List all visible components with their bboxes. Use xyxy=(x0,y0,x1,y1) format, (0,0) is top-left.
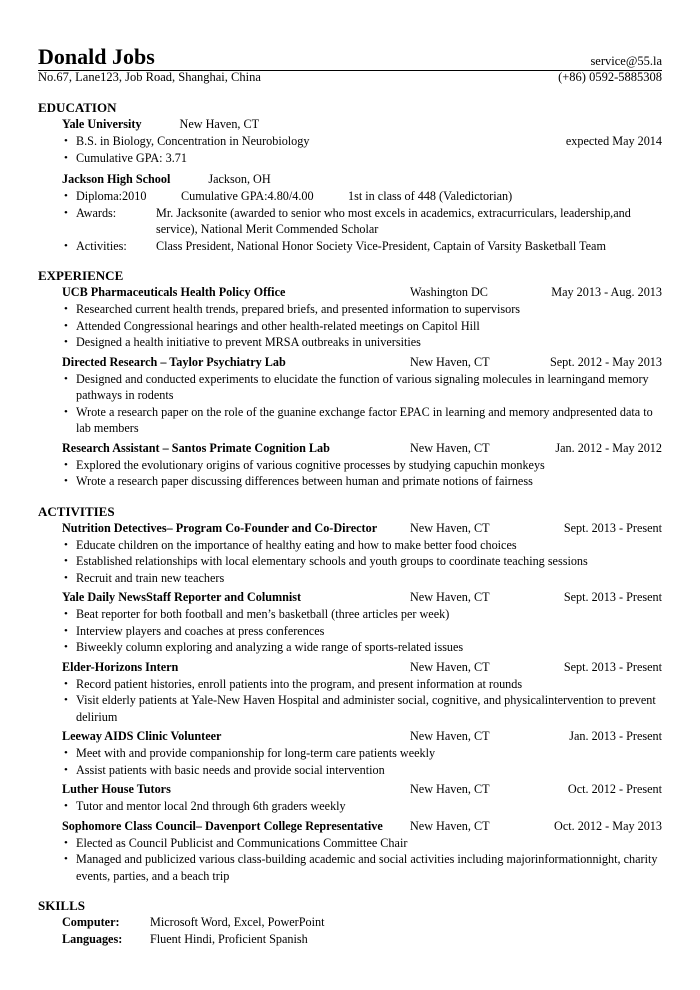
bullet-icon: • xyxy=(64,608,68,620)
entry-location: New Haven, CT xyxy=(410,354,490,369)
bullet-icon: • xyxy=(64,624,68,637)
bullet-icon: • xyxy=(64,303,68,315)
education-entry-yale xyxy=(62,116,662,166)
bullet-text: Visit elderly patients at Yale-New Haven Hospital and administer social, cognitive, and physicalintervention to prevent delirium xyxy=(76,693,656,724)
entry-title: Luther House Tutors xyxy=(62,782,171,796)
entry-date: Sept. 2013 - Present xyxy=(563,659,662,674)
bullet-list xyxy=(62,457,662,490)
resume-content xyxy=(38,100,662,956)
bullet-icon: • xyxy=(64,336,68,348)
skills-title: SKILLS xyxy=(38,898,85,913)
school-name: Jackson High School xyxy=(62,172,171,186)
bullet-text: Assist patients with basic needs and provide social intervention xyxy=(76,762,385,777)
bullet-list xyxy=(62,676,662,726)
bullet-icon: • xyxy=(64,555,68,567)
entry-title: Nutrition Detectives– Program Co-Founder and Co-Director xyxy=(62,520,378,535)
bullet-text: Recruit and train new teachers xyxy=(76,570,225,585)
awards-text: Mr. Jacksonite (awarded to senior who most excels in academics, extracurriculars, leadership,and service), National Merit Commended Scholar xyxy=(156,205,631,236)
name-row xyxy=(38,42,662,71)
languages-label: Languages: xyxy=(62,932,123,946)
bullet-icon: • xyxy=(64,836,68,849)
bullet-text: Record patient histories, enroll patients into the program, and present information at rounds xyxy=(76,676,523,691)
activity-entry xyxy=(62,728,662,778)
list-item xyxy=(62,623,662,640)
bullet-text: Designed a health initiative to prevent MRSA outbreaks in universities xyxy=(76,335,421,349)
entry-head xyxy=(62,354,662,371)
bullet-icon: • xyxy=(64,475,68,487)
list-item xyxy=(62,553,662,570)
list-item xyxy=(62,676,662,693)
list-item xyxy=(62,188,662,205)
skills-row-languages xyxy=(62,931,662,948)
activities-section xyxy=(38,504,662,885)
school-location: New Haven, CT xyxy=(179,117,260,131)
activities-title: ACTIVITIES xyxy=(38,503,115,519)
entry-title: Leeway AIDS Clinic Volunteer xyxy=(62,729,222,743)
bullet-text: Interview players and coaches at press conferences xyxy=(76,623,325,638)
list-item xyxy=(62,692,662,725)
entry-head xyxy=(62,284,662,301)
entry-location: New Haven, CT xyxy=(410,782,490,796)
entry-head xyxy=(62,171,662,188)
bullet-text: Educate children on the importance of healthy eating and how to make better food choices xyxy=(76,537,517,552)
education-title: EDUCATION xyxy=(38,100,117,115)
awards-label: Awards: xyxy=(76,205,117,220)
hs-gpa: Cumulative GPA:4.80/4.00 xyxy=(181,189,314,203)
experience-entry xyxy=(62,354,662,437)
bullet-list xyxy=(62,133,662,166)
bullet-icon: • xyxy=(64,206,68,219)
entry-date: Jan. 2012 - May 2012 xyxy=(555,440,662,455)
bullet-icon: • xyxy=(64,747,68,759)
bullet-text: Beat reporter for both football and men’s basketball (three articles per week) xyxy=(76,607,450,621)
list-item xyxy=(62,457,662,474)
bullet-list xyxy=(62,537,662,587)
class-rank: 1st in class of 448 (Valedictorian) xyxy=(348,189,513,203)
address-row xyxy=(38,70,662,85)
entry-title: Sophomore Class Council– Davenport College Representative xyxy=(62,818,383,833)
entry-title: Directed Research – Taylor Psychiatry Lab xyxy=(62,354,286,369)
bullet-icon: • xyxy=(64,372,68,385)
expected-date: expected May 2014 xyxy=(565,134,662,148)
school-location: Jackson, OH xyxy=(208,172,271,186)
bullet-icon: • xyxy=(64,405,68,418)
list-item xyxy=(62,851,662,884)
entry-location: New Haven, CT xyxy=(410,590,490,604)
bullet-icon: • xyxy=(64,571,68,584)
education-entry-jackson xyxy=(62,171,662,254)
education-section xyxy=(38,100,662,254)
list-item xyxy=(62,835,662,852)
bullet-list xyxy=(62,188,662,254)
entry-head xyxy=(62,728,662,745)
list-item xyxy=(62,318,662,335)
degree: B.S. in Biology, Concentration in Neurobiology xyxy=(76,134,310,148)
bullet-text: Attended Congressional hearings and other health-related meetings on Capitol Hill xyxy=(76,318,480,333)
bullet-text: Biweekly column exploring and analyzing a wide range of sports-related issues xyxy=(76,640,464,654)
bullet-icon: • xyxy=(64,677,68,690)
list-item xyxy=(62,404,662,437)
computer-skills: Microsoft Word, Excel, PowerPoint xyxy=(150,915,325,929)
bullet-text: Managed and publicized various class-building academic and social activities including majorinformationnight, charity events, parties, and a beach trip xyxy=(76,852,658,883)
bullet-text: Explored the evolutionary origins of various cognitive processes by studying capuchin monkeys xyxy=(76,457,545,472)
list-item xyxy=(62,639,662,656)
list-item xyxy=(62,133,662,150)
bullet-text: Meet with and provide companionship for long-term care patients weekly xyxy=(76,746,436,760)
entry-date: Sept. 2012 - May 2013 xyxy=(549,354,662,369)
entry-location: New Haven, CT xyxy=(410,729,490,743)
skills-section xyxy=(38,898,662,948)
entry-date: Jan. 2013 - Present xyxy=(569,729,662,743)
entry-head xyxy=(62,440,662,457)
address: No.67, Lane123, Job Road, Shanghai, China xyxy=(38,70,261,84)
skills-row-computer xyxy=(62,914,662,931)
bullet-text: Established relationships with local elementary schools and youth groups to coordinate teaching sessions xyxy=(76,554,588,568)
entry-date: Oct. 2012 - Present xyxy=(567,782,662,796)
experience-title: EXPERIENCE xyxy=(38,268,124,283)
bullet-list xyxy=(62,745,662,778)
bullet-icon: • xyxy=(64,190,68,202)
bullet-icon: • xyxy=(64,763,68,776)
bullet-list xyxy=(62,606,662,656)
list-item xyxy=(62,371,662,404)
bullet-text: Wrote a research paper on the role of the guanine exchange factor EPAC in learning and memory andpresented data to lab members xyxy=(76,404,653,435)
entry-head xyxy=(62,781,662,798)
entry-location: New Haven, CT xyxy=(410,520,490,535)
bullet-icon: • xyxy=(64,135,68,147)
entry-location: New Haven, CT xyxy=(410,659,490,674)
list-item xyxy=(62,537,662,554)
entry-date: Oct. 2012 - May 2013 xyxy=(554,818,662,833)
entry-title: Yale Daily NewsStaff Reporter and Columnist xyxy=(62,590,302,604)
entry-location: New Haven, CT xyxy=(410,440,490,455)
bullet-icon: • xyxy=(64,694,68,706)
diploma: Diploma:2010 xyxy=(76,189,147,203)
list-item xyxy=(62,570,662,587)
candidate-name: Donald Jobs xyxy=(38,44,155,69)
entry-date: May 2013 - Aug. 2013 xyxy=(551,285,662,299)
entry-head xyxy=(62,520,662,537)
activity-entry xyxy=(62,520,662,587)
bullet-icon: • xyxy=(64,319,68,332)
gpa: Cumulative GPA: 3.71 xyxy=(76,150,187,165)
bullet-icon: • xyxy=(64,800,68,812)
experience-entry xyxy=(62,440,662,490)
entry-date: Sept. 2013 - Present xyxy=(563,590,662,604)
activities-text: Class President, National Honor Society Vice-President, Captain of Varsity Basketball Team xyxy=(156,238,606,253)
activities-label: Activities: xyxy=(76,238,127,253)
entry-head xyxy=(62,116,662,133)
bullet-list xyxy=(62,371,662,437)
list-item xyxy=(62,301,662,318)
computer-label: Computer: xyxy=(62,915,120,929)
bullet-list xyxy=(62,798,662,815)
bullet-text: Tutor and mentor local 2nd through 6th graders weekly xyxy=(76,799,346,813)
bullet-list xyxy=(62,835,662,885)
list-item xyxy=(62,238,662,255)
list-item xyxy=(62,762,662,779)
bullet-icon: • xyxy=(64,151,68,164)
entry-date: Sept. 2013 - Present xyxy=(563,520,662,535)
entry-location: Washington DC xyxy=(410,285,488,299)
entry-title: UCB Pharmaceuticals Health Policy Office xyxy=(62,285,286,299)
list-item xyxy=(62,606,662,623)
bullet-text: Researched current health trends, prepared briefs, and presented information to supervisors xyxy=(76,302,521,316)
list-item xyxy=(62,798,662,815)
bullet-icon: • xyxy=(64,538,68,551)
list-item xyxy=(62,745,662,762)
experience-section xyxy=(38,268,662,490)
bullet-text: Wrote a research paper discussing differences between human and primate notions of fairness xyxy=(76,474,533,488)
email: service@55.la xyxy=(590,54,662,68)
school-name: Yale University xyxy=(62,117,142,131)
phone: (+86) 0592-5885308 xyxy=(558,70,662,84)
entry-head xyxy=(62,818,662,835)
entry-title: Elder-Horizons Intern xyxy=(62,659,179,674)
bullet-text: Designed and conducted experiments to elucidate the function of various signaling molecules in learningand memory pathways in rodents xyxy=(76,371,649,402)
entry-location: New Haven, CT xyxy=(410,818,490,833)
entry-head xyxy=(62,659,662,676)
entry-title: Research Assistant – Santos Primate Cognition Lab xyxy=(62,440,330,455)
activity-entry xyxy=(62,781,662,815)
list-item xyxy=(62,473,662,490)
activity-entry xyxy=(62,589,662,656)
bullet-icon: • xyxy=(64,641,68,653)
bullet-text: Elected as Council Publicist and Communications Committee Chair xyxy=(76,835,408,850)
bullet-list xyxy=(62,301,662,351)
entry-head xyxy=(62,589,662,606)
experience-entry xyxy=(62,284,662,351)
list-item xyxy=(62,150,662,167)
activity-entry xyxy=(62,659,662,726)
bullet-icon: • xyxy=(64,239,68,252)
language-skills: Fluent Hindi, Proficient Spanish xyxy=(150,932,308,946)
list-item xyxy=(62,205,662,238)
activity-entry xyxy=(62,818,662,885)
list-item xyxy=(62,334,662,351)
bullet-icon: • xyxy=(64,853,68,865)
bullet-icon: • xyxy=(64,458,68,471)
